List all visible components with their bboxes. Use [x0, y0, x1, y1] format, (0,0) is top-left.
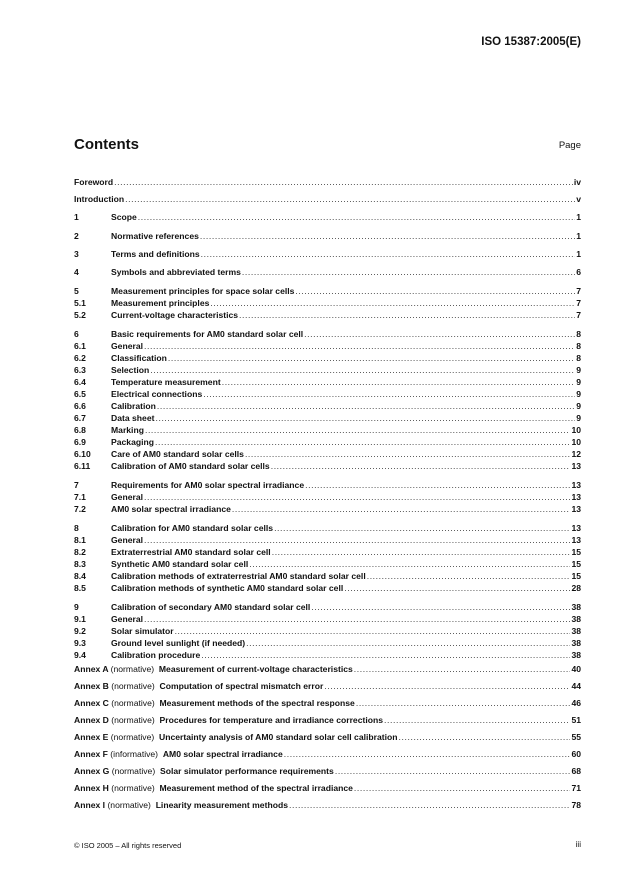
dot-leader: [210, 297, 575, 309]
toc-entry-title: Calibration of secondary AM0 standard solar cell: [111, 602, 311, 612]
dot-leader: [144, 491, 570, 503]
dot-leader: [367, 570, 571, 582]
toc-entry-number: 6.1: [74, 341, 86, 351]
toc-entry-title: Solar simulator: [111, 626, 174, 636]
toc-entry-number: 5: [74, 286, 79, 296]
toc-entry-title: Foreword: [74, 177, 114, 187]
toc-annex-entry[interactable]: [74, 697, 581, 709]
toc-annex-entry[interactable]: [74, 663, 581, 675]
toc-entry-number: 5.2: [74, 310, 86, 320]
toc-entry-page: 9: [576, 377, 581, 387]
dot-leader: [356, 697, 571, 709]
toc-entry[interactable]: [74, 570, 581, 582]
toc-entry[interactable]: [74, 376, 581, 388]
dot-leader: [232, 503, 571, 515]
toc-entry-title: Ground level sunlight (if needed): [111, 638, 246, 648]
dot-leader: [249, 558, 570, 570]
annex-label: Annex B: [74, 681, 109, 691]
dot-leader: [200, 230, 575, 242]
dot-leader: [144, 340, 575, 352]
toc-annex-entry[interactable]: [74, 799, 581, 811]
dot-leader: [305, 479, 570, 491]
toc-entry[interactable]: [74, 211, 581, 223]
annex-prefix: [74, 697, 160, 709]
toc-entry-title: General: [111, 492, 144, 502]
toc-entry-number: 1: [74, 212, 79, 222]
toc-entry[interactable]: [74, 364, 581, 376]
dot-leader: [201, 649, 570, 661]
toc-entry-title: Calibration procedure: [111, 650, 201, 660]
toc-entry-title: Normative references: [111, 231, 199, 241]
toc-entry-number: 4: [74, 267, 79, 277]
dot-leader: [144, 534, 570, 546]
toc-annex-entry[interactable]: [74, 782, 581, 794]
annex-page: 68: [571, 766, 581, 776]
annex-prefix: [74, 782, 160, 794]
toc-entry[interactable]: [74, 491, 581, 503]
toc-annex-entry[interactable]: [74, 748, 581, 760]
annex-type: (normative): [110, 664, 155, 674]
toc-entry-title: Packaging: [111, 437, 154, 447]
toc-entry-number: 9.2: [74, 626, 86, 636]
dot-leader: [138, 211, 575, 223]
annex-page: 78: [571, 800, 581, 810]
toc-entry[interactable]: [74, 340, 581, 352]
dot-leader: [157, 400, 575, 412]
toc-entry-title: Temperature measurement: [111, 377, 221, 387]
toc-entry-number: 2: [74, 231, 79, 241]
toc-entry-number: 5.1: [74, 298, 86, 308]
dot-leader: [284, 748, 571, 760]
annex-page: 44: [571, 681, 581, 691]
toc-entry-page: 6: [576, 267, 581, 277]
toc-entry-number: 6.3: [74, 365, 86, 375]
toc-entry[interactable]: [74, 352, 581, 364]
toc-entry-number: 8.5: [74, 583, 86, 593]
toc-entry[interactable]: [74, 448, 581, 460]
annex-label: Annex F: [74, 749, 108, 759]
toc-entry[interactable]: [74, 460, 581, 472]
toc-entry-page: 9: [576, 389, 581, 399]
toc-entry-number: 6.9: [74, 437, 86, 447]
dot-leader: [203, 388, 575, 400]
toc-entry-number: 6.4: [74, 377, 86, 387]
dot-leader: [271, 460, 571, 472]
dot-leader: [155, 412, 575, 424]
toc-entry[interactable]: [74, 546, 581, 558]
toc-entry-page: 9: [576, 401, 581, 411]
toc-entry-title: Selection: [111, 365, 150, 375]
annex-label: Annex G: [74, 766, 110, 776]
toc-entry[interactable]: [74, 230, 581, 242]
toc-entry-number: 6: [74, 329, 79, 339]
toc-entry-number: 9.4: [74, 650, 86, 660]
toc-entry-number: 8.1: [74, 535, 86, 545]
toc-entry[interactable]: [74, 558, 581, 570]
toc-entry-title: Electrical connections: [111, 389, 203, 399]
toc-entry-page: 13: [571, 535, 581, 545]
toc-entry[interactable]: [74, 625, 581, 637]
toc-entry-title: Measurement principles for space solar cells: [111, 286, 295, 296]
toc-entry-title: Care of AM0 standard solar cells: [111, 449, 244, 459]
toc-annex-entry[interactable]: [74, 731, 581, 743]
toc-entry[interactable]: [74, 649, 581, 661]
dot-leader: [304, 328, 575, 340]
dot-leader: [384, 714, 570, 726]
toc-entry-title: Scope: [111, 212, 137, 222]
toc-entry-page: 13: [571, 523, 581, 533]
annex-page: 71: [571, 783, 581, 793]
toc-entry-title: Introduction: [74, 194, 125, 204]
annex-prefix: [74, 748, 163, 760]
toc-entry-page: 1: [576, 212, 581, 222]
annex-title: Uncertainty analysis of AM0 standard solar cell calibration: [159, 732, 398, 742]
dot-leader: [175, 625, 571, 637]
annex-prefix: [74, 663, 159, 675]
dot-leader: [399, 731, 571, 743]
toc-entry[interactable]: [74, 412, 581, 424]
toc-entry-title: Calibration for AM0 standard solar cells: [111, 523, 274, 533]
toc-entry-page: 38: [571, 638, 581, 648]
toc-entry-page: 38: [571, 614, 581, 624]
dot-leader: [125, 193, 575, 205]
toc-entry-page: 8: [576, 353, 581, 363]
toc-entry-title: Data sheet: [111, 413, 155, 423]
toc-entry-page: 15: [571, 571, 581, 581]
toc-entry[interactable]: [74, 297, 581, 309]
toc-entry-number: 3: [74, 249, 79, 259]
toc-entry-page: 15: [571, 559, 581, 569]
toc-entry-page: 9: [576, 365, 581, 375]
toc-entry-title: Extraterrestrial AM0 standard solar cell: [111, 547, 271, 557]
annex-type: (normative): [110, 732, 155, 742]
toc-entry-title: Calibration: [111, 401, 156, 411]
dot-leader: [150, 364, 575, 376]
toc-entry-number: 9.1: [74, 614, 86, 624]
annex-title: Measurement methods of the spectral response: [159, 698, 355, 708]
toc-entry[interactable]: [74, 582, 581, 594]
toc-entry-number: 7.2: [74, 504, 86, 514]
toc-entry-number: 8: [74, 523, 79, 533]
toc-entry-number: 9.3: [74, 638, 86, 648]
toc-entry-title: Symbols and abbreviated terms: [111, 267, 241, 277]
toc-entry-page: 10: [571, 437, 581, 447]
annex-page: 60: [571, 749, 581, 759]
toc-entry[interactable]: [74, 285, 581, 297]
toc-entry-title: General: [111, 341, 144, 351]
toc-entry-title: Current-voltage characteristics: [111, 310, 239, 320]
dot-leader: [289, 799, 570, 811]
annex-title: Procedures for temperature and irradiance corrections: [159, 715, 384, 725]
toc-entry-title: Calibration of AM0 standard solar cells: [111, 461, 270, 471]
annex-label: Annex C: [74, 698, 109, 708]
annex-label: Annex H: [74, 783, 109, 793]
annex-type: (normative): [107, 800, 151, 810]
toc-entry[interactable]: [74, 534, 581, 546]
toc-entry-title: General: [111, 614, 144, 624]
dot-leader: [242, 266, 575, 278]
dot-leader: [295, 285, 575, 297]
toc-entry-number: 6.5: [74, 389, 86, 399]
toc-entry-page: 15: [571, 547, 581, 557]
dot-leader: [239, 309, 575, 321]
annex-title: Linearity measurement methods: [155, 800, 288, 810]
toc-entry-number: 6.11: [74, 461, 91, 471]
toc-entry[interactable]: [74, 613, 581, 625]
dot-leader: [274, 522, 570, 534]
contents-heading: Contents: [74, 136, 139, 153]
toc-entry-page: v: [576, 194, 581, 204]
toc-entry-number: 6.7: [74, 413, 86, 423]
dot-leader: [201, 248, 576, 260]
dot-leader: [245, 448, 571, 460]
toc-entry-page: 28: [571, 583, 581, 593]
toc-entry[interactable]: [74, 248, 581, 260]
annex-type: (normative): [111, 681, 155, 691]
annex-type: (normative): [111, 698, 155, 708]
toc-entry-title: Basic requirements for AM0 standard solar cell: [111, 329, 304, 339]
annex-title: Solar simulator performance requirements: [159, 766, 334, 776]
toc-annex-entry[interactable]: [74, 680, 581, 692]
toc-entry[interactable]: [74, 503, 581, 515]
toc-entry-page: 13: [571, 480, 581, 490]
annex-page: 51: [571, 715, 581, 725]
dot-leader: [324, 680, 570, 692]
toc-entry[interactable]: [74, 424, 581, 436]
toc-entry-page: 13: [571, 504, 581, 514]
toc-entry-title: Calibration methods of synthetic AM0 standard solar cell: [111, 583, 344, 593]
document-id-header: ISO 15387:2005(E): [481, 36, 581, 48]
dot-leader: [222, 376, 576, 388]
toc-entry-number: 6.10: [74, 449, 91, 459]
toc-entry-title: AM0 solar spectral irradiance: [111, 504, 231, 514]
page-column-label: Page: [558, 140, 581, 151]
toc-entry-page: 1: [576, 231, 581, 241]
copyright-footer: © ISO 2005 – All rights reserved: [74, 841, 182, 850]
dot-leader: [145, 424, 570, 436]
annex-prefix: [74, 680, 160, 692]
annex-type: (normative): [111, 783, 155, 793]
annex-prefix: [74, 765, 160, 777]
dot-leader: [335, 765, 571, 777]
toc-entry[interactable]: [74, 400, 581, 412]
annex-type: (normative): [111, 766, 156, 776]
annex-label: Annex A: [74, 664, 109, 674]
toc-entry[interactable]: [74, 522, 581, 534]
toc-entry-number: 7: [74, 480, 79, 490]
toc-entry-page: 8: [576, 341, 581, 351]
toc-entry[interactable]: [74, 266, 581, 278]
toc-entry-title: General: [111, 535, 144, 545]
toc-entry-number: 6.2: [74, 353, 86, 363]
dot-leader: [344, 582, 570, 594]
toc-entry-page: 12: [571, 449, 581, 459]
annex-page: 46: [571, 698, 581, 708]
toc-entry-title: Marking: [111, 425, 144, 435]
annex-title: AM0 solar spectral irradiance: [162, 749, 283, 759]
toc-entry-number: 8.2: [74, 547, 86, 557]
toc-entry-page: 38: [571, 602, 581, 612]
toc-entry-page: iv: [573, 177, 581, 187]
dot-leader: [311, 601, 570, 613]
toc-entry[interactable]: [74, 436, 581, 448]
toc-entry[interactable]: [74, 479, 581, 491]
toc-entry[interactable]: [74, 193, 581, 205]
toc-entry-page: 1: [576, 249, 581, 259]
toc-entry-title: Classification: [111, 353, 167, 363]
toc-entry-page: 9: [576, 413, 581, 423]
toc-annex-entry[interactable]: [74, 765, 581, 777]
toc-entry-number: 7.1: [74, 492, 86, 502]
dot-leader: [144, 613, 570, 625]
toc-entry[interactable]: [74, 637, 581, 649]
annex-title: Measurement of current-voltage characteristics: [158, 664, 353, 674]
toc-entry-page: 7: [576, 310, 581, 320]
annex-label: Annex I: [74, 800, 106, 810]
annex-prefix: [74, 799, 156, 811]
toc-entry-page: 38: [571, 626, 581, 636]
toc-entry-title: Synthetic AM0 standard solar cell: [111, 559, 249, 569]
annex-label: Annex E: [74, 732, 109, 742]
annex-type: (informative): [110, 749, 159, 759]
dot-leader: [114, 176, 573, 188]
toc-entry-number: 6.8: [74, 425, 86, 435]
annex-prefix: [74, 731, 159, 743]
annex-page: 40: [571, 664, 581, 674]
dot-leader: [272, 546, 571, 558]
toc-entry-title: Calibration methods of extraterrestrial AM0 standard solar cell: [111, 571, 366, 581]
toc-entry-page: 38: [571, 650, 581, 660]
toc-entry[interactable]: [74, 601, 581, 613]
annex-label: Annex D: [74, 715, 109, 725]
toc-entry-number: 8.4: [74, 571, 86, 581]
toc-entry-number: 6.6: [74, 401, 86, 411]
toc-annex-entry[interactable]: [74, 714, 581, 726]
toc-entry[interactable]: [74, 176, 581, 188]
toc-entry-page: 10: [571, 425, 581, 435]
toc-entry-title: Terms and definitions: [111, 249, 200, 259]
toc-entry-page: 7: [576, 286, 581, 296]
dot-leader: [155, 436, 570, 448]
toc-entry-title: Measurement principles: [111, 298, 210, 308]
toc-entry-number: 9: [74, 602, 79, 612]
dot-leader: [246, 637, 570, 649]
toc-entry-page: 13: [571, 492, 581, 502]
toc-entry-page: 13: [571, 461, 581, 471]
annex-prefix: [74, 714, 160, 726]
toc-entry[interactable]: [74, 309, 581, 321]
toc-entry-page: 7: [576, 298, 581, 308]
toc-entry-title: Requirements for AM0 solar spectral irradiance: [111, 480, 305, 490]
dot-leader: [168, 352, 575, 364]
toc-entry-page: 8: [576, 329, 581, 339]
dot-leader: [354, 663, 571, 675]
toc-entry-number: 8.3: [74, 559, 86, 569]
toc-entry[interactable]: [74, 328, 581, 340]
annex-page: 55: [571, 732, 581, 742]
toc-entry[interactable]: [74, 388, 581, 400]
dot-leader: [354, 782, 571, 794]
annex-title: Measurement method of the spectral irradiance: [159, 783, 353, 793]
page-number: iii: [575, 840, 581, 849]
annex-type: (normative): [111, 715, 155, 725]
annex-title: Computation of spectral mismatch error: [159, 681, 324, 691]
